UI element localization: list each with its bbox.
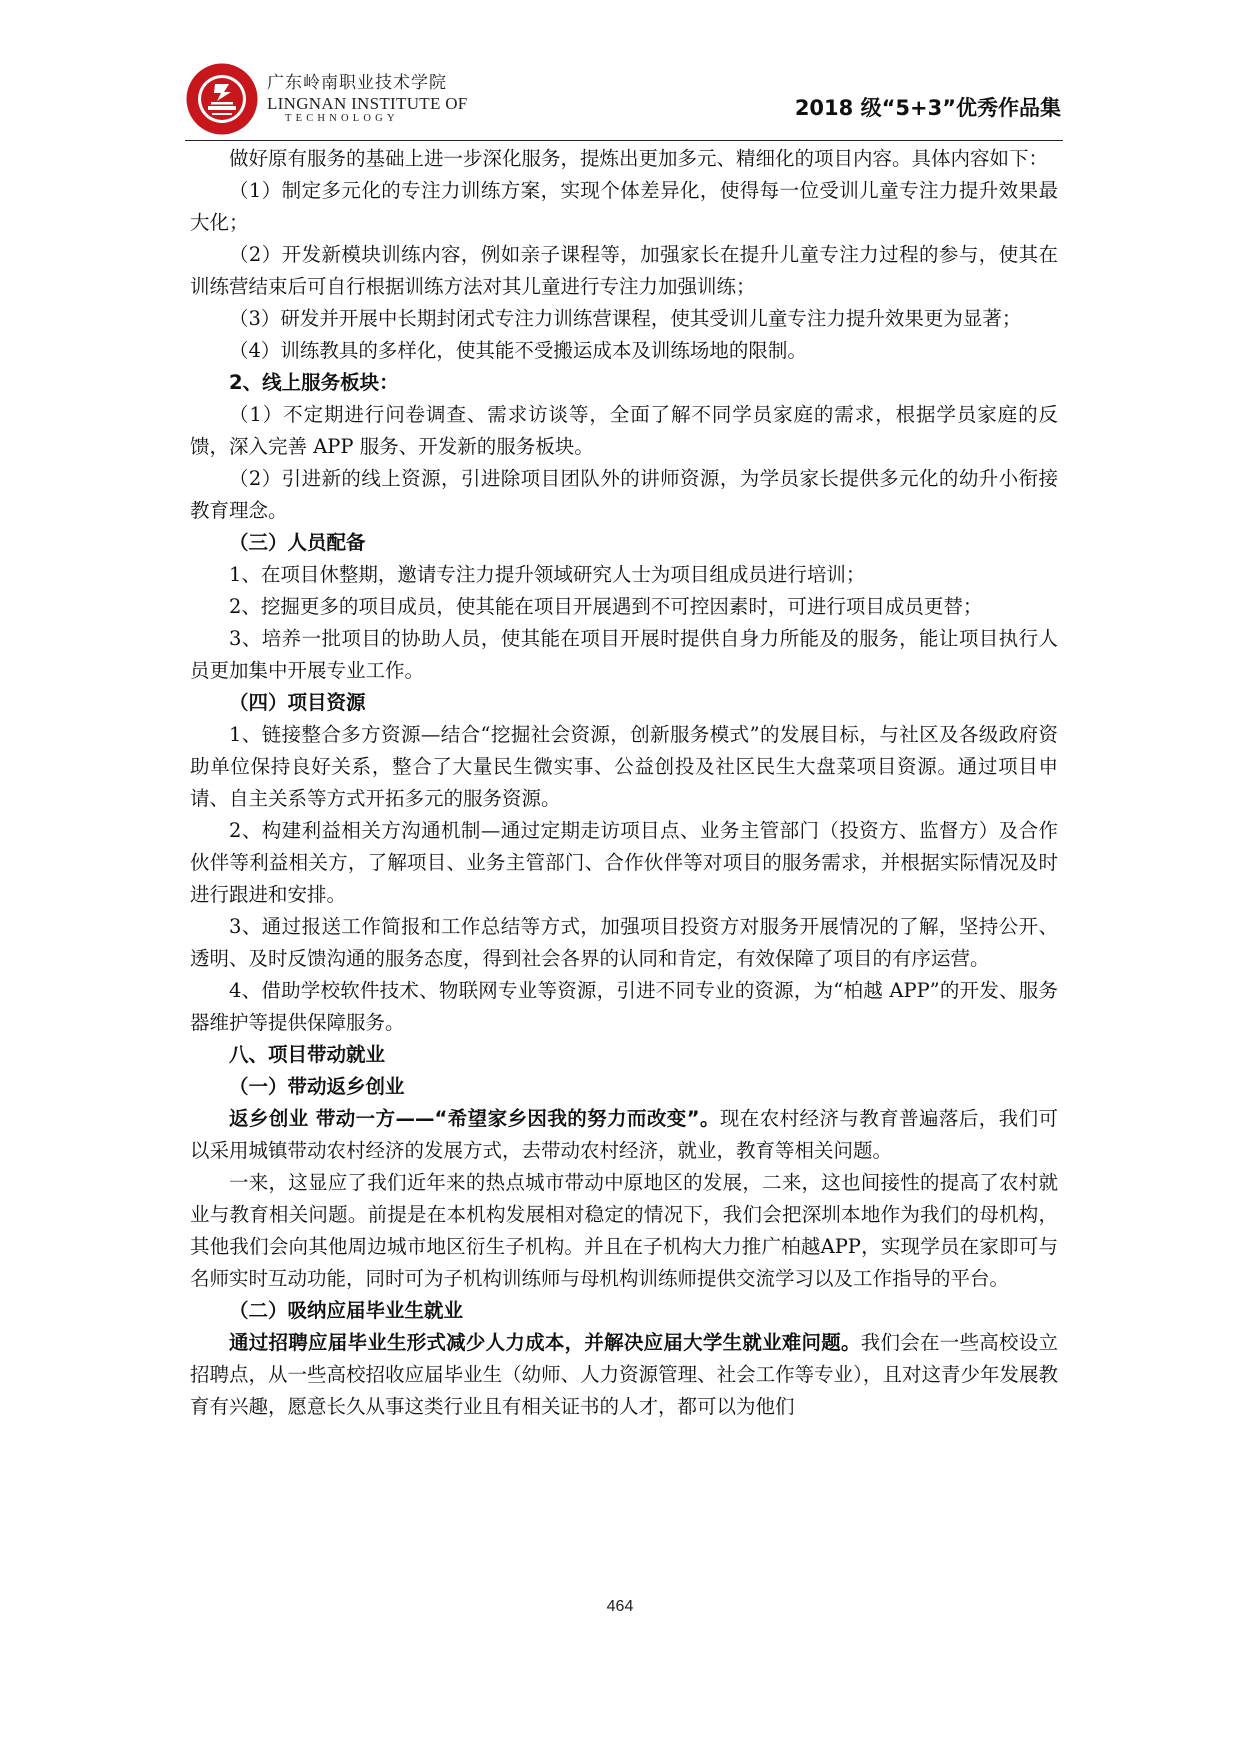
chapter-heading: 八、项目带动就业: [229, 1043, 386, 1066]
paragraph: （2）引进新的线上资源，引进除项目团队外的讲师资源，为学员家长提供多元化的幼升小衔接教育理念。: [190, 467, 1058, 522]
paragraph-text: 现在农村经济与教育普遍落后，我们可以采用城镇带动农村经济的发展方式，去带动农村经济，就业，教育等相关问题。: [190, 1107, 1058, 1162]
lead-sentence: 通过招聘应届毕业生形式减少人力成本，并解决应届大学生就业难问题。: [229, 1331, 861, 1354]
paragraph: 3、通过报送工作简报和工作总结等方式，加强项目投资方对服务开展情况的了解，坚持公开、透明、及时反馈沟通的服务态度，得到社会各界的认同和肯定，有效保障了项目的有序运营。: [190, 915, 1058, 970]
institute-logo: [185, 62, 259, 136]
lead-sentence: 返乡创业 带动一方——“希望家乡因我的努力而改变”。: [229, 1107, 720, 1130]
section-heading: （四）项目资源: [229, 691, 366, 714]
paragraph: （1）制定多元化的专注力训练方案，实现个体差异化，使得每一位受训儿童专注力提升效果最大化；: [190, 179, 1058, 234]
paragraph: 做好原有服务的基础上进一步深化服务，提炼出更加多元、精细化的项目内容。具体内容如下：: [229, 147, 1049, 170]
paragraph: [190, 1103, 1058, 1167]
paragraph: 2、挖掘更多的项目成员，使其能在项目开展遇到不可控因素时，可进行项目成员更替；: [229, 595, 983, 618]
paragraph: 3、培养一批项目的协助人员，使其能在项目开展时提供自身力所能及的服务，能让项目执行人员更加集中开展专业工作。: [190, 627, 1058, 682]
institute-name-cn: 广东岭南职业技术学院: [267, 73, 447, 93]
paragraph: 一来，这显应了我们近年来的热点城市带动中原地区的发展，二来，这也间接性的提高了农村就业与教育相关问题。前提是在本机构发展相对稳定的情况下，我们会把深圳本地作为我们的母机构，其他我们会向其他周边城市地区衍生子机构。并且在子机构大力推广柏越APP，实现学员在家即可与名师实时互动功能，同时可为子机构训练师与母机构训练师提供交流学习以及工作指导的平台。: [190, 1171, 1058, 1290]
paragraph: 1、在项目休整期，邀请专注力提升领域研究人士为项目组成员进行培训；: [229, 563, 866, 586]
page-header: [185, 62, 1063, 141]
section-heading: （一）带动返乡创业: [229, 1075, 405, 1098]
section-heading: 2、线上服务板块：: [229, 371, 399, 394]
series-title: 2018 级“5+3”优秀作品集: [794, 96, 1061, 120]
paragraph: 1、链接整合多方资源—结合“挖掘社会资源，创新服务模式”的发展目标，与社区及各级政府资助单位保持良好关系，整合了大量民生微实事、公益创投及社区民生大盘菜项目资源。通过项目申请、自主关系等方式开拓多元的服务资源。: [190, 723, 1058, 810]
section-heading: （三）人员配备: [229, 531, 366, 554]
document-body: [190, 143, 1058, 1423]
paragraph-text: 我们会在一些高校设立招聘点，从一些高校招收应届毕业生（幼师、人力资源管理、社会工作等专业），且对这青少年发展教育有兴趣，愿意长久从事这类行业且有相关证书的人才，都可以为他们: [190, 1331, 1058, 1418]
paragraph: （1）不定期进行问卷调查、需求访谈等，全面了解不同学员家庭的需求，根据学员家庭的反馈，深入完善 APP 服务、开发新的服务板块。: [190, 403, 1058, 458]
institute-name-en: LINGNAN INSTITUTE OF: [267, 94, 468, 113]
paragraph: 4、借助学校软件技术、物联网专业等资源，引进不同专业的资源，为“柏越 APP”的开发、服务器维护等提供保障服务。: [190, 979, 1058, 1034]
paragraph: 2、构建利益相关方沟通机制—通过定期走访项目点、业务主管部门（投资方、监督方）及合作伙伴等利益相关方，了解项目、业务主管部门、合作伙伴等对项目的服务需求，并根据实际情况及时进行跟进和安排。: [190, 819, 1058, 906]
paragraph: [190, 1327, 1058, 1423]
institute-logo-icon: [185, 62, 259, 136]
paragraph: （3）研发并开展中长期封闭式专注力训练营课程，使其受训儿童专注力提升效果更为显著；: [229, 307, 1022, 330]
institute-name: [267, 68, 468, 124]
institute-name-en-sub: TECHNOLOGY: [285, 113, 399, 124]
paragraph: （4）训练教具的多样化，使其能不受搬运成本及训练场地的限制。: [229, 339, 807, 362]
section-heading: （二）吸纳应届毕业生就业: [229, 1299, 464, 1322]
page-number: 464: [606, 1598, 634, 1615]
paragraph: （2）开发新模块训练内容，例如亲子课程等，加强家长在提升儿童专注力过程的参与，使其在训练营结束后可自行根据训练方法对其儿童进行专注力加强训练；: [190, 243, 1058, 298]
